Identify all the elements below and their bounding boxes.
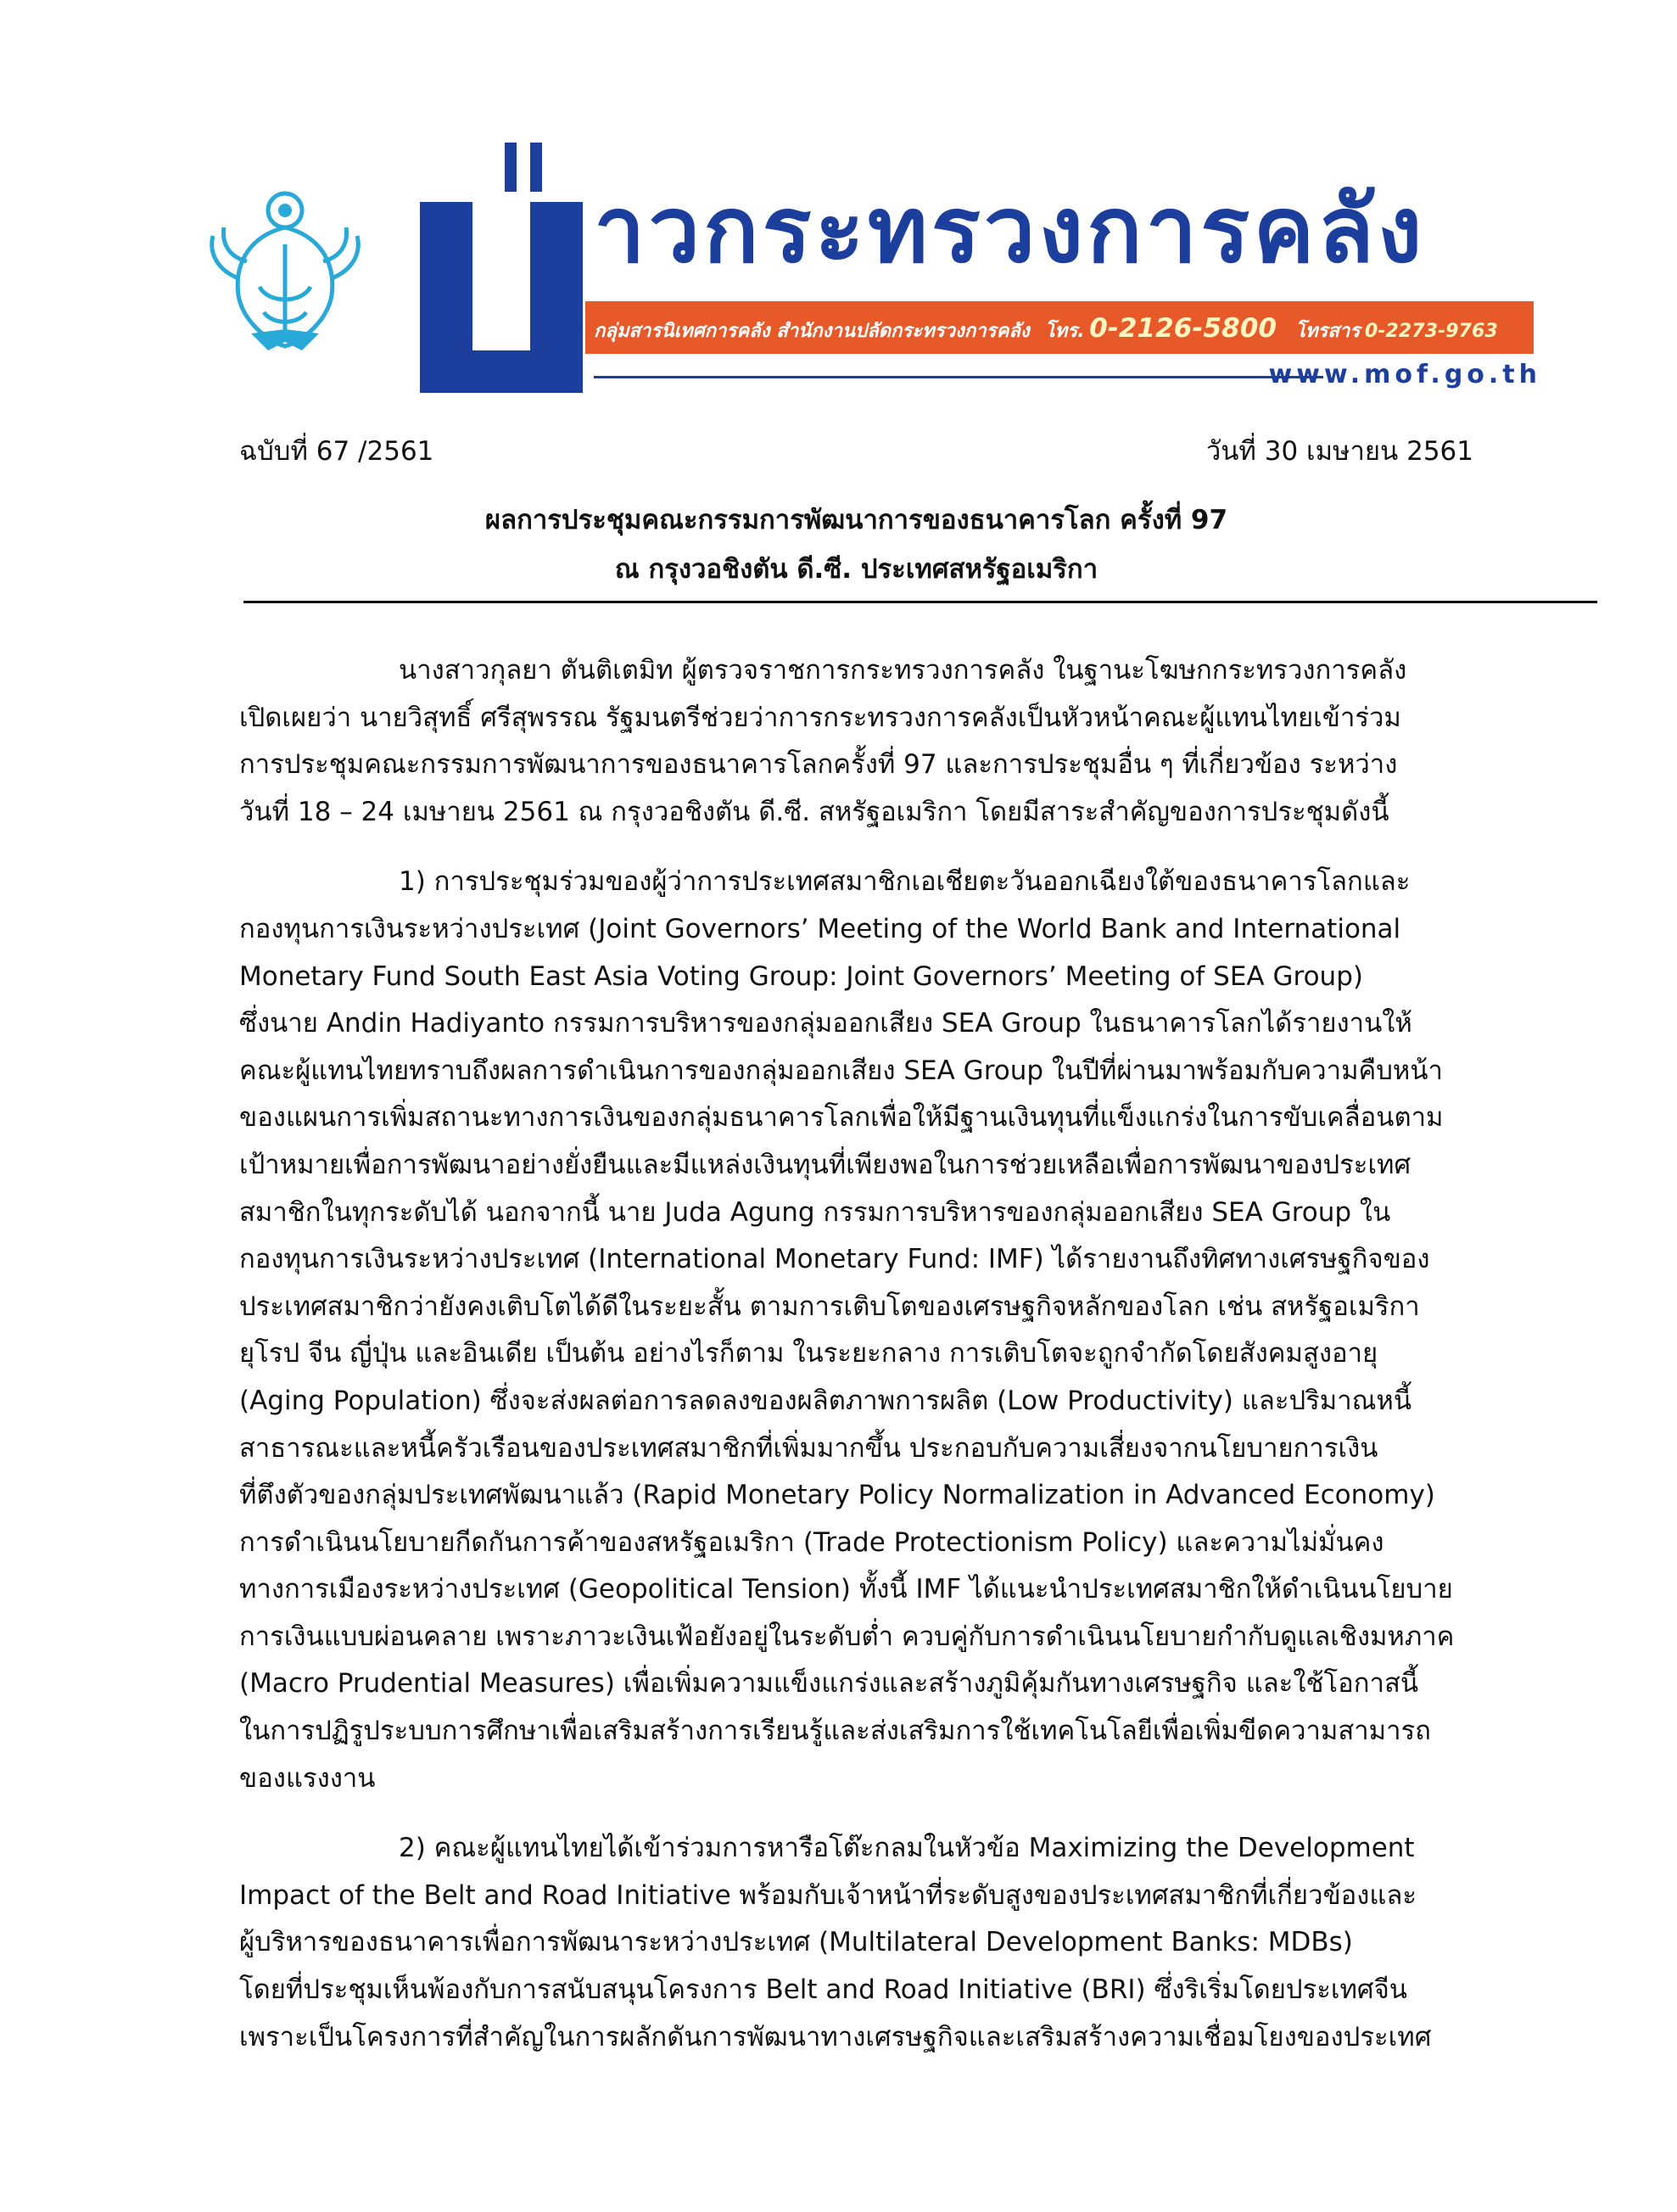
text-line: (Macro Prudential Measures) เพื่อเพิ่มความแข็งแกร่งและสร้างภูมิคุ้มกันทางเศรษฐกิจ และใช้โอกาสนี้ — [239, 1668, 1419, 1700]
tel-number: 0-2126-5800 — [1089, 313, 1277, 344]
text-line: เปิดเผยว่า นายวิสุทธิ์ ศรีสุพรรณ รัฐมนตรีช่วยว่าการกระทรวงการคลังเป็นหัวหน้าคณะผู้แทนไทยเข้าร่วม — [239, 702, 1401, 733]
text-line: คณะผู้แทนไทยทราบถึงผลการดำเนินการของกลุ่มออกเสียง SEA Group ในปีที่ผ่านมาพร้อมกับความคืบหน้า — [239, 1055, 1443, 1086]
document-title — [239, 496, 1473, 594]
issue-date: วันที่ 30 เมษายน 2561 — [1205, 436, 1473, 467]
text-line: ในการปฏิรูประบบการศึกษาเพื่อเสริมสร้างการเรียนรู้และส่งเสริมการใช้เทคโนโลยีเพื่อเพิ่มขีดความสามารถ — [239, 1716, 1431, 1747]
text-line: นางสาวกุลยา ตันติเตมิท ผู้ตรวจราชการกระทรวงการคลัง ในฐานะโฆษกกระทรวงการคลัง — [399, 655, 1407, 686]
paragraph-intro — [239, 647, 1490, 836]
contact-bar-text — [594, 307, 1527, 350]
text-line: ประเทศสมาชิกว่ายังคงเติบโตได้ดีในระยะสั้น ตามการเติบโตของเศรษฐกิจหลักของโลก เช่น สหรัฐอเมริกา — [239, 1291, 1420, 1322]
paragraph-gap — [239, 836, 1490, 859]
title-divider — [243, 601, 1597, 603]
masthead-title: าวกระทรวงการคลัง — [594, 177, 1426, 283]
website-url: www.mof.go.th — [1268, 360, 1541, 389]
masthead-initial-glyph — [411, 143, 590, 397]
website-rule — [594, 376, 1323, 378]
text-line: ผู้บริหารของธนาคารเพื่อการพัฒนาระหว่างประเทศ (Multilateral Development Banks: MDBs) — [239, 1927, 1353, 1958]
fax-number: 0-2273-9763 — [1364, 320, 1498, 342]
title-line-2: ณ กรุงวอชิงตัน ดี.ซี. ประเทศสหรัฐอเมริกา — [614, 554, 1098, 585]
text-line: การเงินแบบผ่อนคลาย เพราะภาวะเงินเฟ้อยังอยู่ในระดับต่ำ ควบคู่กับการดำเนินนโยบายกำกับดูแลเชิงมหภาค — [239, 1621, 1455, 1652]
org-name: กลุ่มสารนิเทศการคลัง สำนักงานปลัดกระทรวงการคลัง — [594, 320, 1030, 342]
text-line: Impact of the Belt and Road Initiative พร้อมกับเจ้าหน้าที่ระดับสูงของประเทศสมาชิกที่เกี่ยวข้องและ — [239, 1879, 1417, 1911]
text-line: (Aging Population) ซึ่งจะส่งผลต่อการลดลงของผลิตภาพการผลิต (Low Productivity) และปริมาณหนี้ — [239, 1385, 1412, 1416]
text-line: สาธารณะและหนี้ครัวเรือนของประเทศสมาชิกที่เพิ่มมากขึ้น ประกอบกับความเสี่ยงจากนโยบายการเงิน — [239, 1432, 1378, 1464]
text-line: โดยที่ประชุมเห็นพ้องกับการสนับสนุนโครงการ Belt and Road Initiative (BRI) ซึ่งริเริ่มโดยประเทศจีน — [239, 1974, 1407, 2006]
paragraph-item-1 — [239, 859, 1490, 1802]
paragraph-item-2 — [239, 1825, 1490, 2061]
text-line: สมาชิกในทุกระดับได้ นอกจากนี้ นาย Juda Agung กรรมการบริหารของกลุ่มออกเสียง SEA Group ใน — [239, 1196, 1391, 1228]
paragraph-gap — [239, 1802, 1490, 1825]
title-line-1: ผลการประชุมคณะกรรมการพัฒนาการของธนาคารโลก ครั้งที่ 97 — [484, 505, 1228, 535]
text-line: ของแผนการเพิ่มสถานะทางการเงินของกลุ่มธนาคารโลกเพื่อให้มีฐานเงินทุนที่แข็งแกร่งในการขับเคลื่อนตาม — [239, 1102, 1444, 1134]
body-text — [239, 647, 1490, 2061]
text-line: 1) การประชุมร่วมของผู้ว่าการประเทศสมาชิกเอเชียตะวันออกเฉียงใต้ของธนาคารโลกและ — [399, 866, 1411, 898]
issue-number: ฉบับที่ 67 /2561 — [239, 436, 434, 467]
text-line: กองทุนการเงินระหว่างประเทศ (International Monetary Fund: IMF) ได้รายงานถึงทิศทางเศรษฐกิจของ — [239, 1244, 1430, 1275]
text-line: ยุโรป จีน ญี่ปุ่น และอินเดีย เป็นต้น อย่างไรก็ตาม ในระยะกลาง การเติบโตจะถูกจำกัดโดยสังคมสูงอายุ — [239, 1338, 1378, 1369]
issue-row — [239, 429, 1473, 468]
text-line: ของแรงงาน — [239, 1762, 376, 1794]
text-line: เพราะเป็นโครงการที่สำคัญในการผลักดันการพัฒนาทางเศรษฐกิจและเสริมสร้างความเชื่อมโยงของประเทศ — [239, 2021, 1432, 2052]
text-line: 2) คณะผู้แทนไทยได้เข้าร่วมการหารือโต๊ะกลมในหัวข้อ Maximizing the Development — [399, 1833, 1415, 1864]
tel-label: โทร. — [1044, 320, 1085, 342]
text-line: กองทุนการเงินระหว่างประเทศ (Joint Governors’ Meeting of the World Bank and International — [239, 913, 1401, 944]
text-line: Monetary Fund South East Asia Voting Group: Joint Governors’ Meeting of SEA Group) — [239, 960, 1363, 992]
text-line: ซึ่งนาย Andin Hadiyanto กรรมการบริหารของกลุ่มออกเสียง SEA Group ในธนาคารโลกได้รายงานให้ — [239, 1008, 1412, 1039]
text-line: วันที่ 18 – 24 เมษายน 2561 ณ กรุงวอชิงตัน ดี.ซี. สหรัฐอเมริกา โดยมีสาระสำคัญของการประชุมดังนี้ — [239, 796, 1389, 827]
text-line: ที่ตึงตัวของกลุ่มประเทศพัฒนาแล้ว (Rapid Monetary Policy Normalization in Advanced Economy) — [239, 1480, 1435, 1511]
text-line: ทางการเมืองระหว่างประเทศ (Geopolitical Tension) ทั้งนี้ IMF ได้แนะนำประเทศสมาชิกให้ดำเนินนโยบาย — [239, 1574, 1453, 1605]
fax-label: โทรสาร — [1295, 320, 1361, 342]
text-line: การดำเนินนโยบายกีดกันการค้าของสหรัฐอเมริกา (Trade Protectionism Policy) และความไม่มั่นคง — [239, 1526, 1384, 1558]
text-line: เป้าหมายเพื่อการพัฒนาอย่างยั่งยืนและมีแหล่งเงินทุนที่เพียงพอในการช่วยเหลือเพื่อการพัฒนาของประเทศ — [239, 1149, 1411, 1180]
text-line: การประชุมคณะกรรมการพัฒนาการของธนาคารโลกครั้งที่ 97 และการประชุมอื่น ๆ ที่เกี่ยวข้อง ระหว่าง — [239, 749, 1398, 781]
garuda-emblem-icon — [200, 185, 370, 355]
letterhead — [0, 0, 1677, 399]
